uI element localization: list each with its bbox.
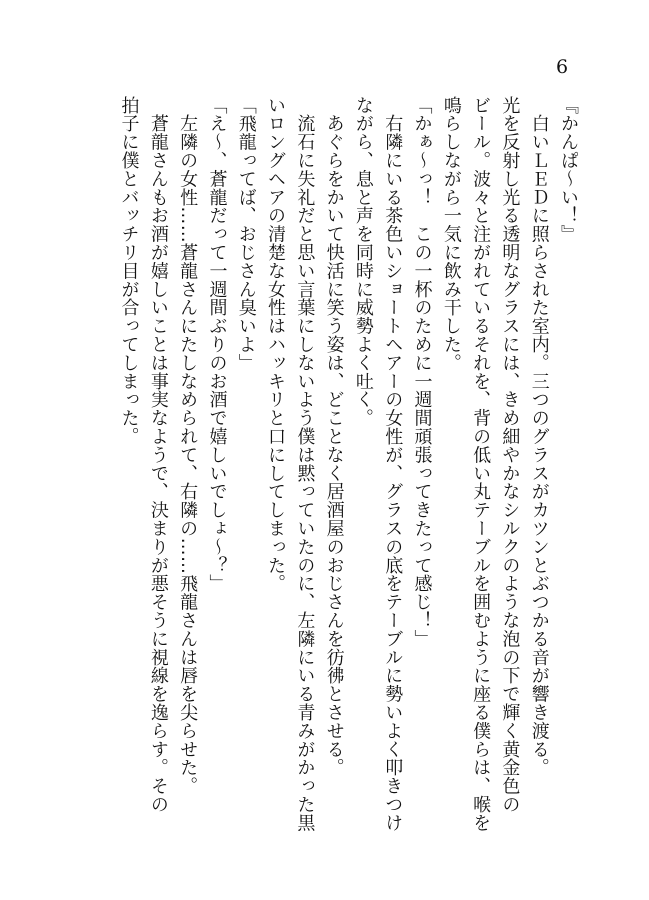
text-line: 光を反射し光る透明なグラスには、きめ細やかなシルクのような泡の下で輝く黄金色の [499,96,521,814]
text-line: 左隣の女性……蒼龍さんにたしなめられて、右隣の……飛龍さんは唇を尖らせた。 [177,96,199,796]
text-line: ながら、息と声を同時に威勢よく吐く。 [352,96,374,428]
text-line: 「かぁ～っ！ この一杯のために一週間頑張ってきたって感じ！」 [411,96,433,648]
page-number: 6 [556,56,569,78]
text-line: 鳴らしながら一気に飲み干した。 [440,96,462,372]
text-line: 「え～、蒼龍だって一週間ぶりのお酒で嬉しいでしょ～？」 [206,96,228,593]
text-line: 流石に失礼だと思い言葉にしないよう僕は黙っていたのに、左隣にいる青みがかった黒 [294,96,316,832]
text-line: 『かんぱ～い！』 [558,96,579,244]
text-line: 白いＬＥＤに照らされた室内。三つのグラスがカツンとぶつかる音が響き渡る。 [528,96,550,777]
text-line: 拍子に僕とバッチリ目が合ってしまった。 [118,96,140,446]
text-line: いロングヘアの清楚な女性はハッキリと口にしてしまった。 [265,96,287,593]
text-line: あぐらをかいて快活に笑う姿は、どことなく居酒屋のおじさんを彷彿とさせる。 [323,96,345,777]
text-line: ビール。波々と注がれているそれを、背の低い丸テーブルを囲むように座る僕らは、喉を [470,96,492,832]
text-line: 蒼龍さんもお酒が嬉しいことは事実なようで、決まりが悪そうに視線を逸らす。その [147,96,169,814]
text-line: 「飛龍ってば、おじさん臭いよ」 [235,96,257,372]
text-line: 右隣にいる茶色いショートヘアーの女性が、グラスの底をテーブルに勢いよく叩きつけ [382,96,404,832]
body-text [23,96,583,836]
